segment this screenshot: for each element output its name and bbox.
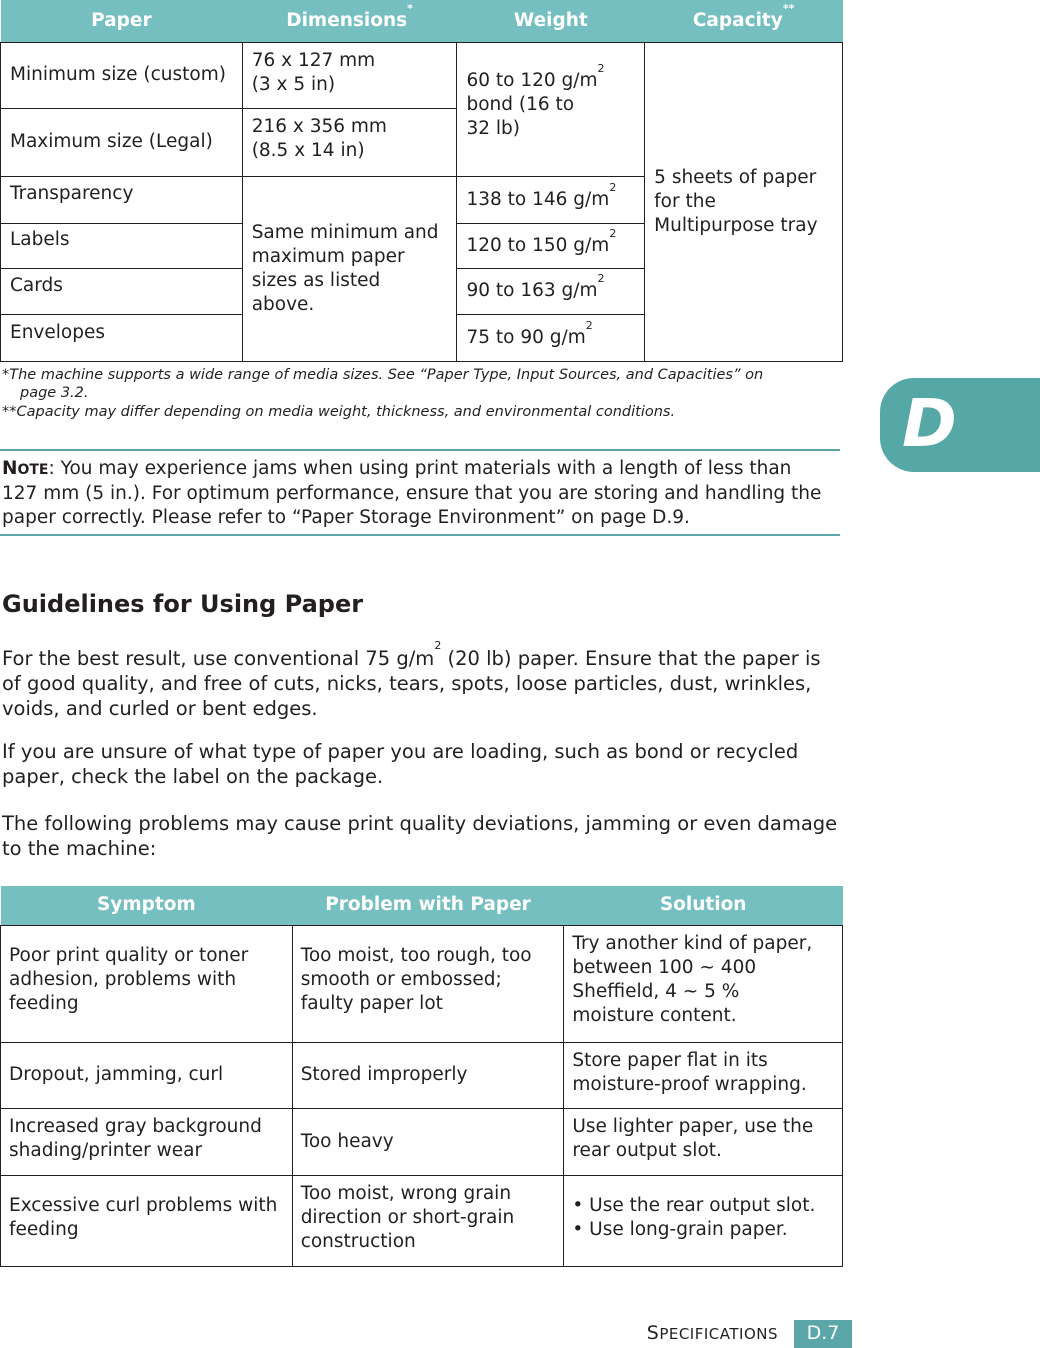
note-block: NOTE: You may experience jams when using print materials with a length of less than 127 mm (5 in.). For optimum performance, ensure that you are storing and handling the paper correctly. Please refer to “Paper Storage Environment” on page D.9.: [2, 458, 822, 528]
cell-problem: Too moist, too rough, too smooth or embossed; faulty paper lot: [292, 925, 564, 1042]
cell-weight-shared: 60 to 120 $g/m^2$ bond (16 to 32 lb): [457, 42, 645, 176]
cell-symptom: Excessive curl problems with feeding: [1, 1175, 293, 1266]
cell-capacity-shared: 5 sheets of paper for the Multipurpose tray: [645, 42, 843, 361]
header-paper: Paper: [1, 0, 243, 42]
header-dimensions: Dimensions*: [242, 0, 457, 42]
problem-header-row: [1, 886, 843, 925]
cell-min-size-paper: Minimum size (custom): [1, 42, 243, 108]
paper-problem-table: [0, 886, 843, 1267]
cell-cards-paper: Cards: [1, 268, 243, 314]
cell-envelopes-weight: 75 to 90 $g/m^2$: [457, 314, 645, 361]
header-symptom: Symptom: [1, 886, 293, 925]
footnote-capacity: **Capacity may differ depending on media weight, thickness, and environmental conditions.: [2, 404, 676, 420]
cell-max-size-dim: 216 x 356 mm (8.5 x 14 in): [242, 108, 457, 176]
paragraph-unsure: If you are unsure of what type of paper you are loading, such as bond or recycled paper, check the label on the package.: [2, 740, 799, 788]
cell-solution: Store paper flat in its moisture-proof wrapping.: [564, 1042, 843, 1108]
cell-solution: Use lighter paper, use the rear output slot.: [564, 1108, 843, 1175]
cell-dims-shared: Same minimum and maximum paper sizes as listed above.: [242, 176, 457, 361]
spec-header-row: [1, 0, 843, 42]
cell-symptom: Poor print quality or toner adhesion, problems with feeding: [1, 925, 293, 1042]
chapter-tab: D: [880, 378, 1040, 472]
header-problem: Problem with Paper: [292, 886, 564, 925]
cell-symptom: Increased gray background shading/printer wear: [1, 1108, 293, 1175]
header-solution: Solution: [564, 886, 843, 925]
cell-transparency-weight: 138 to 146 $g/m^2$: [457, 176, 645, 223]
cell-max-size-paper: Maximum size (Legal): [1, 108, 243, 176]
note-label: NOTE: [2, 458, 49, 479]
cell-labels-weight: 120 to 150 $g/m^2$: [457, 223, 645, 268]
cell-problem: Stored improperly: [292, 1042, 564, 1108]
footnote-dimensions: *The machine supports a wide range of media sizes. See “Paper Type, Input Sources, and Capacities” on page 3.2.: [2, 367, 764, 401]
cell-symptom: Dropout, jamming, curl: [1, 1042, 293, 1108]
cell-transparency-paper: Transparency: [1, 176, 243, 223]
note-rule-top: [0, 449, 840, 451]
cell-solution: Try another kind of paper, between 100 ~ 400 Sheffield, 4 ~ 5 % moisture content.: [564, 925, 843, 1042]
header-weight: Weight: [457, 0, 645, 42]
cell-envelopes-paper: Envelopes: [1, 314, 243, 361]
cell-problem: Too moist, wrong grain direction or short-grain construction: [292, 1175, 564, 1266]
paragraph-problems-intro: The following problems may cause print quality deviations, jamming or even damage to the machine:: [2, 812, 838, 860]
problem-row: [1, 1042, 843, 1108]
problem-row: [1, 1175, 843, 1266]
spec-row-min-size: [1, 42, 843, 108]
page-number: D.7: [794, 1320, 852, 1348]
cell-problem: Too heavy: [292, 1108, 564, 1175]
note-rule-bottom: [0, 534, 840, 536]
footer-section-label: SPECIFICATIONS: [646, 1322, 778, 1344]
section-heading: Guidelines for Using Paper: [2, 590, 364, 618]
cell-min-size-dim: 76 x 127 mm (3 x 5 in): [242, 42, 457, 108]
header-capacity: Capacity**: [645, 0, 843, 42]
paragraph-best-result: For the best result, use conventional 75 $g/m^2$ (20 lb) paper. Ensure that the paper is of good quality, and free of cuts, nicks, tears, spots, loose particles, dust, wrinkles, voids, and curled or bent edges.: [2, 639, 821, 720]
cell-solution: • Use the rear output slot. • Use long-grain paper.: [564, 1175, 843, 1266]
problem-row: [1, 1108, 843, 1175]
cell-labels-paper: Labels: [1, 223, 243, 268]
problem-row: [1, 925, 843, 1042]
paper-spec-table: [0, 0, 843, 362]
cell-cards-weight: 90 to 163 $g/m^2$: [457, 268, 645, 314]
